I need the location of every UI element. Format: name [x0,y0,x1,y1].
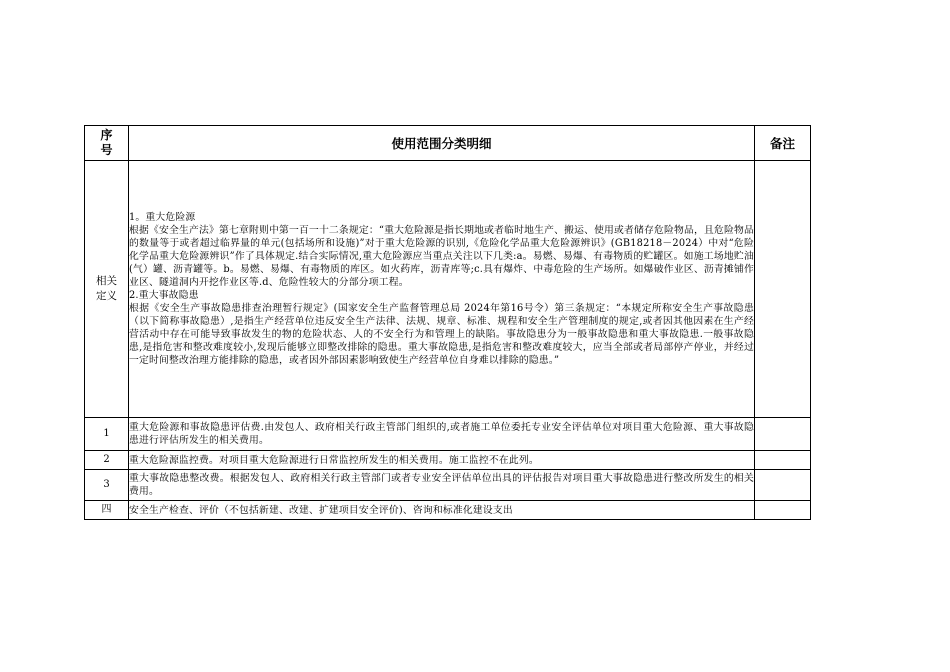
row-number: 2 [85,451,129,470]
row-note [755,418,811,451]
row-number: 1 [85,418,129,451]
row-note [755,451,811,470]
table-row [85,418,811,451]
row-number: 四 [85,501,129,520]
definition-heading-major-hazard: 1。重大危险源 [129,212,196,223]
row-text: 重大事故隐患整改费。根据发包人、政府相关行政主管部门或者专业安全评估单位出具的评估报告对项目重大事故隐患进行整改所发生的相关费用。 [129,470,755,501]
row-text: 重大危险源监控费。对项目重大危险源进行日常监控所发生的相关费用。施工监控不在此列。 [129,451,755,470]
table-header-row [85,126,811,161]
header-remarks: 备注 [755,126,811,161]
definition-label-line1: 相关 [96,275,117,287]
row-text: 重大危险源和事故隐患评估费.由发包人、政府相关行政主管部门组织的,或者施工单位委托专业安全评估单位对项目重大危险源、重大事故隐患进行评估所发生的相关费用。 [129,418,755,451]
table-row [85,470,811,501]
definition-label [85,161,129,418]
header-serial-number [85,126,129,161]
header-serial-line1: 序 [100,128,113,142]
definition-paragraph-major-hazard: 根据《安全生产法》第七章附则中第一百一十二条规定：“重大危险源是指长期地或者临时地生产、搬运、使用或者储存危险物品，且危险物品的数量等于或者超过临界量的单元(包括场所和设施)”对于重大危险源的识别,《危险化学品重大危险源辨识》(GB18218－2024）中对“危险化学品重大危险源辨识”作了具体规定.结合实际情况,重大危险源应当重点关注以下几类:a。易燃、易爆、有毒物质的贮罐区。如施工场地贮油(气）罐、沥青罐等。b。易燃、易爆、有毒物质的库区。如火药库，沥青库等;c.具有爆炸、中毒危险的生产场所。如爆破作业区、沥青摊铺作业区、隧道洞内开挖作业区等.d、危险性较大的分部分项工程。 [129,225,755,288]
definition-heading-major-accident-hazard: 2.重大事故隐患 [129,290,199,301]
row-number: 3 [85,470,129,501]
definition-paragraph-major-accident-hazard: 根据《安全生产事故隐患排查治理暂行规定》(国家安全生产监督管理总局 2024年第16号令）第三条规定：“本规定所称安全生产事故隐患（以下简称事故隐患）,是指生产经营单位违反安全生产法律、法规、规章、标准、规程和安全生产管理制度的规定,或者因其他因素在生产经营活动中存在可能导致事故发生的物的危险状态、人的不安全行为和管理上的缺陷。事故隐患分为一般事故隐患和重大事故隐患.一般事故隐患,是指危害和整改难度较小,发现后能够立即整改排除的隐患。重大事故隐患,是指危害和整改难度较大，应当全部或者局部停产停业，并经过一定时间整改治理方能排除的隐患，或者因外部因素影响致使生产经营单位自身难以排除的隐患。” [129,303,754,366]
definition-label-line2: 定义 [96,290,117,302]
definition-row [85,161,811,418]
row-note [755,470,811,501]
table-row [85,501,811,520]
definition-text [129,161,755,418]
definition-note [755,161,811,418]
cost-classification-table [84,125,811,520]
table-row [85,451,811,470]
header-scope-details: 使用范围分类明细 [129,126,755,161]
row-note [755,501,811,520]
header-serial-line2: 号 [100,143,113,157]
row-text: 安全生产检查、评价（不包括新建、改建、扩建项目安全评价)、咨询和标准化建设支出 [129,501,755,520]
